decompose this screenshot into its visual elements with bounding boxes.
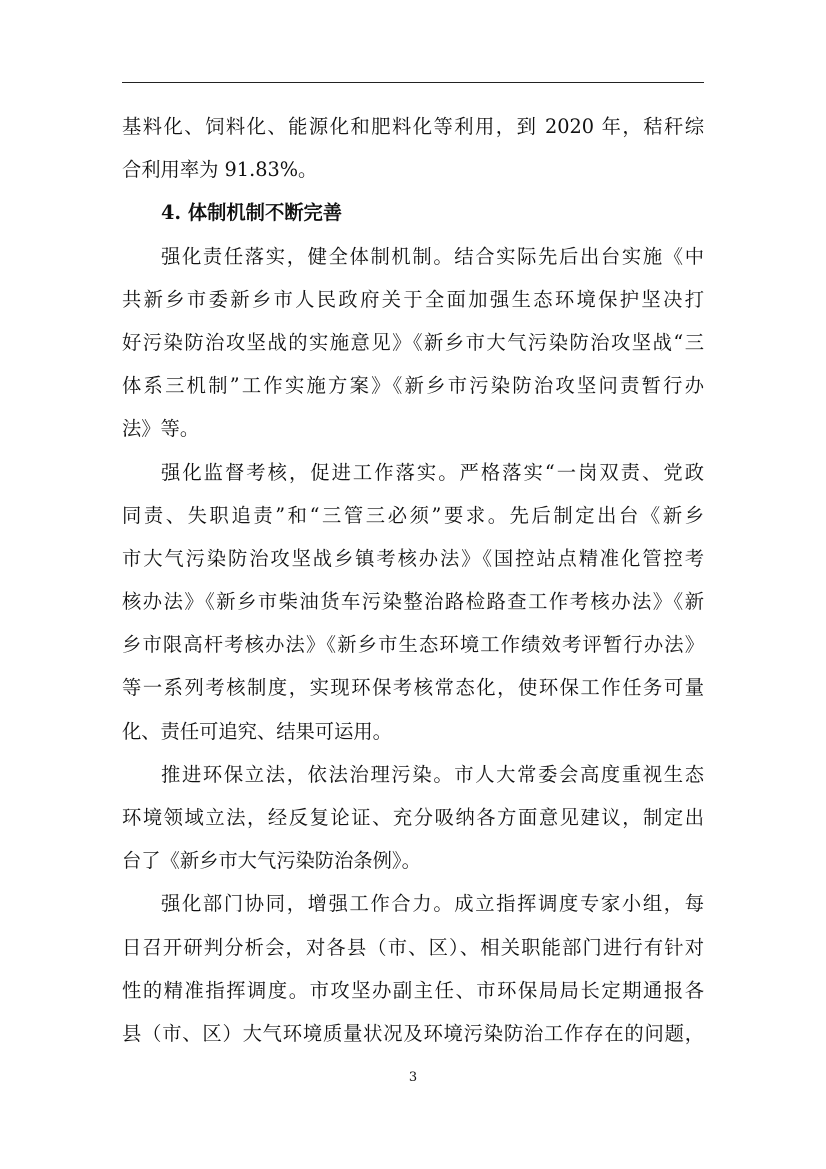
page-number: 3	[408, 1070, 418, 1085]
text-line: 化、责任可追究、结果可运用。	[122, 719, 392, 743]
header-rule	[122, 82, 704, 83]
document-body	[122, 105, 704, 1055]
text-line: 环境领域立法，经反复论证、充分吸纳各方面意见建议，制定出	[122, 806, 704, 829]
text-line: 台了《新乡市大气污染防治条例》。	[122, 849, 421, 873]
text-line: 市大气污染防治攻坚战乡镇考核办法》《国控站点精准化管控考	[122, 546, 704, 570]
text-line: 好污染防治攻坚战的实施意见》《新乡市大气污染防治攻坚战“三	[122, 330, 704, 354]
text-line: 强化部门协同，增强工作合力。成立指挥调度专家小组，每	[161, 892, 704, 916]
text-line: 同责、失职追责”和“三管三必须”要求。先后制定出台《新乡	[122, 503, 704, 527]
section-heading: 4. 体制机制不断完善	[161, 201, 343, 225]
text-line: 等一系列考核制度，实现环保考核常态化，使环保工作任务可量	[122, 676, 704, 700]
text-line: 共新乡市委新乡市人民政府关于全面加强生态环境保护坚决打	[122, 287, 704, 311]
text-line: 推进环保立法，依法治理污染。市人大常委会高度重视生态	[161, 762, 704, 786]
text-line: 日召开研判分析会，对各县（市、区）、相关职能部门进行有针对	[122, 935, 704, 959]
text-line: 县（市、区）大气环境质量状况及环境污染防治工作存在的问题，	[122, 1021, 704, 1045]
text-line: 强化监督考核，促进工作落实。严格落实“一岗双责、党政	[161, 460, 704, 484]
text-line: 合利用率为 91.83%。	[122, 158, 318, 182]
text-line: 核办法》《新乡市柴油货车污染整治路检路查工作考核办法》《新	[122, 590, 704, 614]
text-line: 基料化、饲料化、能源化和肥料化等利用，到 2020 年，秸秆综	[122, 115, 704, 138]
text-line: 乡市限高杆考核办法》《新乡市生态环境工作绩效考评暂行办法》	[122, 633, 704, 657]
text-line: 强化责任落实，健全体制机制。结合实际先后出台实施《中	[161, 244, 704, 268]
text-line: 法》等。	[122, 417, 200, 441]
text-line: 体系三机制”工作实施方案》《新乡市污染防治攻坚问责暂行办	[122, 374, 704, 398]
text-line: 性的精准指挥调度。市攻坚办副主任、市环保局局长定期通报各	[122, 978, 704, 1002]
